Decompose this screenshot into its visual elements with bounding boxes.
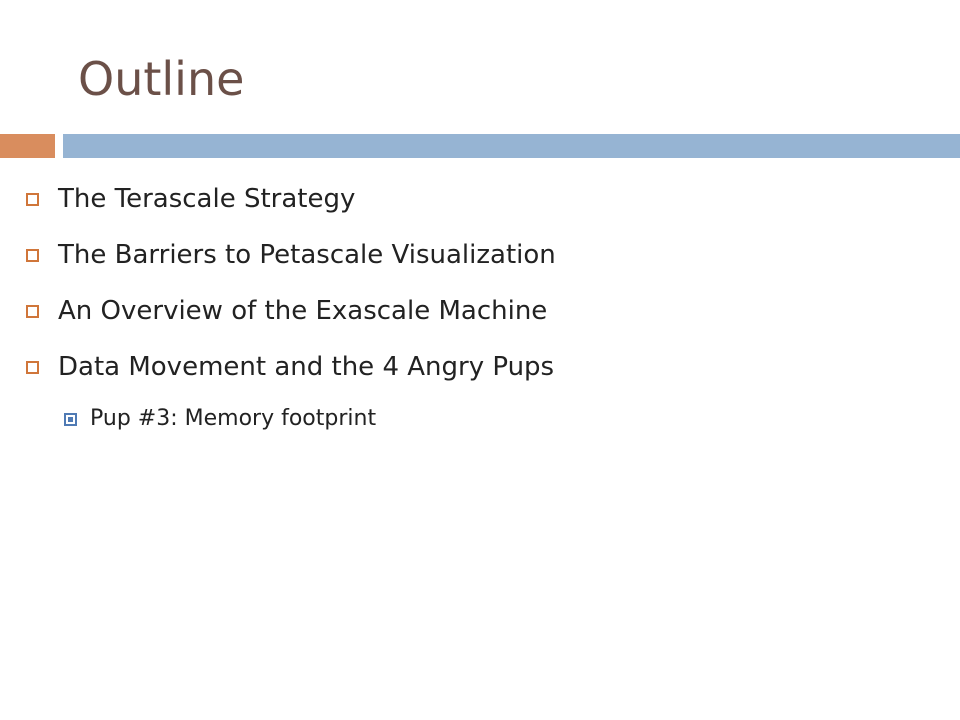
bullet-item-data-movement: [26, 349, 926, 385]
bullet-item-barriers-petascale: [26, 237, 926, 273]
filled-square-bullet-icon: [64, 413, 77, 426]
sub-bullet-text: Pup #3: Memory footprint: [90, 406, 377, 431]
bullet-text: An Overview of the Exascale Machine: [58, 296, 548, 326]
bullet-text: Data Movement and the 4 Angry Pups: [58, 352, 555, 382]
square-bullet-icon: [26, 305, 39, 318]
accent-bar-blue: [63, 134, 960, 158]
sub-bullet-item-memory-footprint: [64, 404, 924, 434]
bullet-item-exascale-overview: [26, 293, 926, 329]
accent-bar-orange: [0, 134, 55, 158]
bullet-text: The Terascale Strategy: [58, 184, 356, 214]
square-bullet-icon: [26, 249, 39, 262]
slide-title: Outline: [78, 52, 245, 106]
square-bullet-icon: [26, 193, 39, 206]
filled-square-bullet-center: [68, 417, 73, 422]
bullet-text: The Barriers to Petascale Visualization: [58, 240, 556, 270]
bullet-item-terascale-strategy: [26, 181, 926, 217]
square-bullet-icon: [26, 361, 39, 374]
